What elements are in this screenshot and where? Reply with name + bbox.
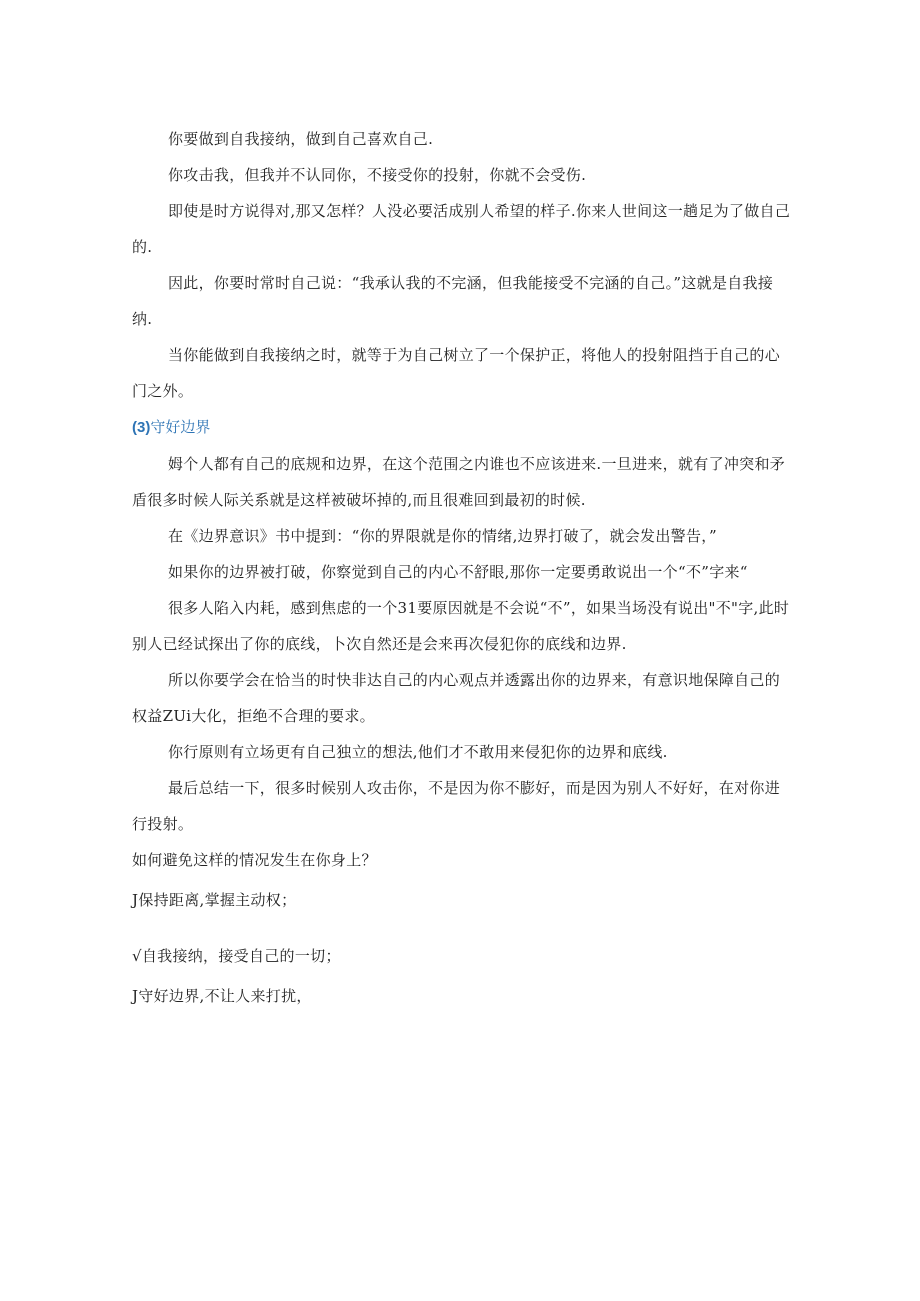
section-title: 守好边界: [150, 418, 211, 436]
paragraph-book-quote: 在《边界意识》书中提到：“你的界限就是你的情绪,边界打破了，就会发出警告，”: [168, 527, 718, 545]
paragraph-anxiety: 很多人陷入内耗，感到焦虑的一个31要原因就是不会说“不”，如果当场没有说出"不"字,此时别人已经试探出了你的底线，卜次自然还是会来再次侵犯你的底线和边界.: [132, 599, 790, 653]
paragraph-express-boundary: 所以你要学会在恰当的时快非达自己的内心观点并透露出你的边界来，有意识地保障自己的权益ZUi大化，拒绝不合理的要求。: [132, 671, 781, 725]
section-heading: [132, 409, 792, 446]
summary-item-self-acceptance: √自我接纳，接受自己的一切；: [132, 947, 341, 965]
paragraph-admit-imperfection: 因此，你要时常时自己说：“我承认我的不完涵，但我能接受不完涵的自己。”这就是自我接纳.: [132, 274, 774, 328]
paragraph-principles: 你行原则有立场更有自己独立的想法,他们才不敢用来侵犯你的边界和底线.: [168, 743, 668, 761]
paragraph-projection: 你攻击我，但我并不认同你，不接受你的投射，你就不会受伤.: [168, 166, 587, 184]
summary-item-boundaries: J守好边界,不让人来打扰，: [132, 987, 312, 1005]
paragraph-conclusion: 最后总结一下，很多时候别人攻击你，不是因为你不膨好，而是因为别人不好好，在对你进行投射。: [132, 779, 781, 833]
paragraph-self-acceptance: 你要做到自我接纳，做到自己喜欢自己.: [168, 130, 434, 148]
document-body: [132, 121, 792, 1014]
paragraph-boundaries: 姆个人都有自己的底规和边界，在这个范围之内谁也不应该进来.一旦进来，就有了冲突和矛盾很多时候人际关系就是这样被破坏掉的,而且很难回到最初的时候.: [132, 455, 786, 509]
section-number: (3): [132, 419, 151, 436]
summary-question: 如何避免这样的情况发生在你身上？: [132, 851, 377, 869]
summary-item-distance: J保持距离,掌握主动权；: [132, 891, 297, 909]
paragraph-live-for-self: 即使是时方说得对,那又怎样？人没必要活成别人希望的样子.你来人世间这一趟足为了做自己的.: [132, 202, 791, 256]
paragraph-protection: 当你能做到自我接纳之时，就等于为自己树立了一个保护正，将他人的投射阻挡于自己的心门之外。: [132, 346, 781, 400]
paragraph-say-no: 如果你的边界被打破，你察觉到自己的内心不舒眼,那你一定要勇敢说出一个“不”字来“: [168, 563, 748, 581]
